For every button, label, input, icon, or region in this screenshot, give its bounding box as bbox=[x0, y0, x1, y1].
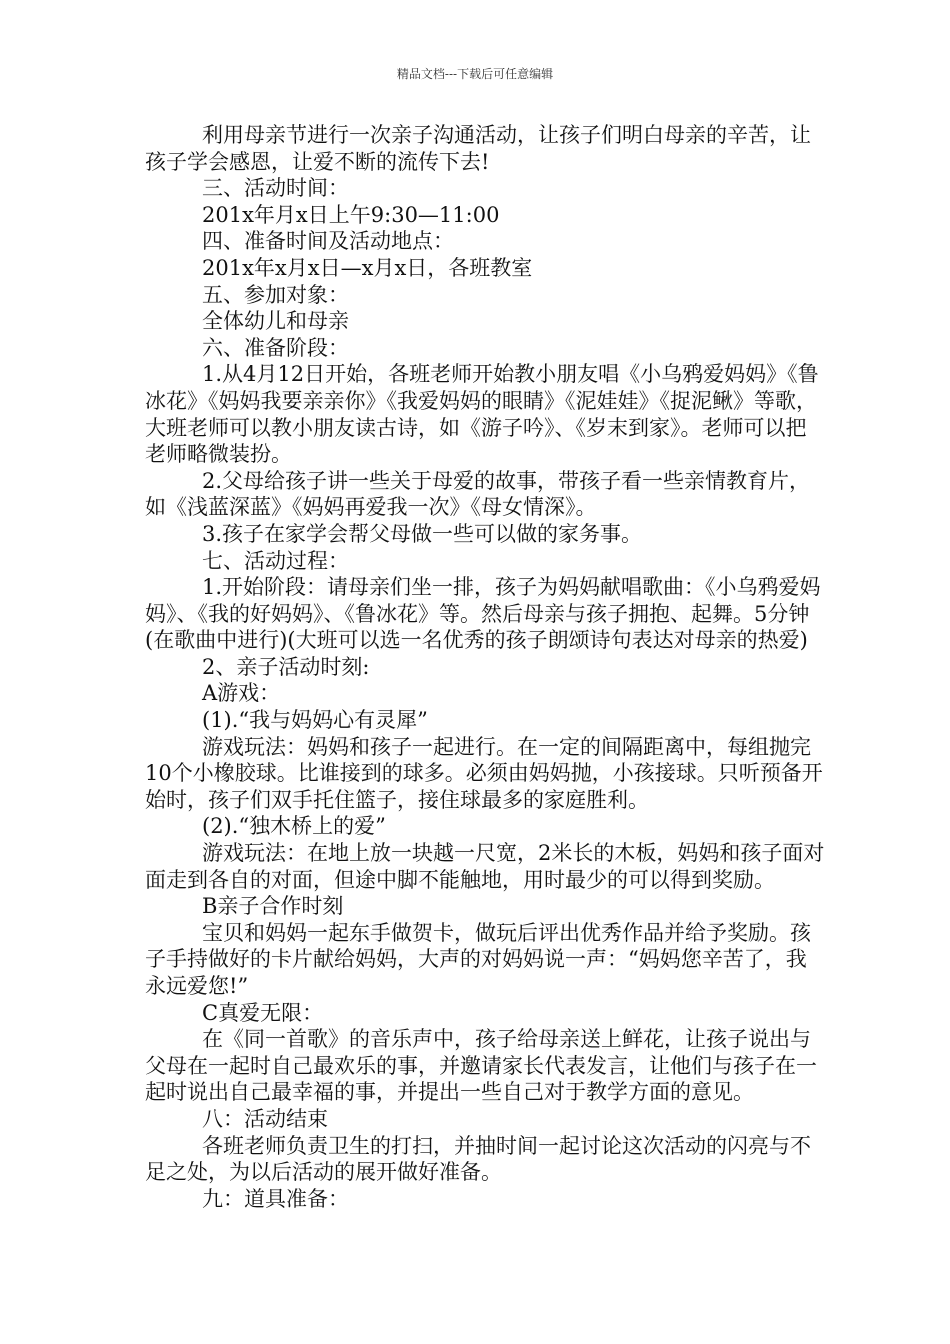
paragraph-prep-item-1: 1.从4月12日开始，各班老师开始教小朋友唱《小乌鸦爱妈妈》《鲁冰花》《妈妈我要亲亲你》《我爱妈妈的眼睛》《泥娃娃》《捉泥鳅》等歌，大班老师可以教小朋友读古诗，如《游子吟》、《岁末到家》。老师可以把老师略微装扮。 bbox=[145, 362, 819, 467]
paragraph-prep-time-location: 201x年x月x日—x月x日，各班教室 bbox=[202, 255, 533, 280]
heading-cooperation-b: B亲子合作时刻 bbox=[202, 894, 344, 919]
paragraph-activity-time: 201x年月x日上午9:30—11:00 bbox=[202, 202, 500, 227]
heading-prep-time-location: 四、准备时间及活动地点： bbox=[202, 229, 454, 254]
paragraph-process-item-1: 1.开始阶段：请母亲们坐一排，孩子为妈妈献唱歌曲：《小乌鸦爱妈妈》、《我的好妈妈》、《鲁冰花》等。然后母亲与孩子拥抱、起舞。5分钟(在歌曲中进行)(大班可以选一名优秀的孩子朗颂诗句表达对母亲的热爱) bbox=[145, 575, 821, 653]
document-body bbox=[145, 122, 825, 1212]
paragraph-true-love-c: 在《同一首歌》的音乐声中，孩子给母亲送上鲜花，让孩子说出与父母在一起时自己最欢乐的事，并邀请家长代表发言，让他们与孩子在一起时说出自己最幸福的事，并提出一些自己对于教学方面的意见。 bbox=[145, 1027, 817, 1105]
paragraph-game-1-rules: 游戏玩法：妈妈和孩子一起进行。在一定的间隔距离中，每组抛完10个小橡胶球。比谁接到的球多。必须由妈妈抛，小孩接球。只听预备开始时，孩子们双手托住篮子，接住球最多的家庭胜利。 bbox=[145, 734, 823, 812]
heading-participants: 五、参加对象： bbox=[202, 282, 349, 307]
page-header: 精品文档---下载后可任意编辑 bbox=[396, 67, 554, 81]
paragraph-intro: 利用母亲节进行一次亲子沟通活动，让孩子们明白母亲的辛苦，让孩子学会感恩，让爱不断的流传下去! bbox=[145, 123, 811, 174]
paragraph-cooperation-b: 宝贝和妈妈一起东手做贺卡，做玩后评出优秀作品并给予奖励。孩子手持做好的卡片献给妈妈，大声的对妈妈说一声：“妈妈您辛苦了，我永远爱您!” bbox=[145, 920, 811, 998]
heading-props-prep: 九：道具准备： bbox=[202, 1186, 349, 1211]
paragraph-participants: 全体幼儿和母亲 bbox=[202, 309, 349, 334]
heading-true-love-c: C真爱无限： bbox=[202, 1000, 324, 1025]
heading-activity-time: 三、活动时间： bbox=[202, 176, 349, 201]
heading-game-2: (2).“独木桥上的爱” bbox=[202, 814, 386, 839]
paragraph-activity-end: 各班老师负责卫生的打扫，并抽时间一起讨论这次活动的闪亮与不足之处，为以后活动的展开做好准备。 bbox=[145, 1133, 811, 1185]
paragraph-prep-item-2: 2.父母给孩子讲一些关于母爱的故事，带孩子看一些亲情教育片，如《浅蓝深蓝》《妈妈再爱我一次》《母女情深》。 bbox=[145, 468, 811, 520]
heading-activity-end: 八：活动结束 bbox=[202, 1106, 328, 1131]
heading-activity-process: 七、活动过程： bbox=[202, 548, 349, 573]
paragraph-prep-item-3: 3.孩子在家学会帮父母做一些可以做的家务事。 bbox=[202, 521, 643, 546]
heading-game-a: A游戏： bbox=[202, 681, 281, 706]
paragraph-game-2-rules: 游戏玩法：在地上放一块越一尺宽，2米长的木板，妈妈和孩子面对面走到各自的对面，但途中脚不能触地，用时最少的可以得到奖励。 bbox=[145, 841, 825, 892]
heading-parent-child-time: 2、亲子活动时刻: bbox=[202, 654, 370, 679]
heading-prep-stage: 六、准备阶段： bbox=[202, 335, 349, 360]
heading-game-1: (1).“我与妈妈心有灵犀” bbox=[202, 708, 428, 733]
